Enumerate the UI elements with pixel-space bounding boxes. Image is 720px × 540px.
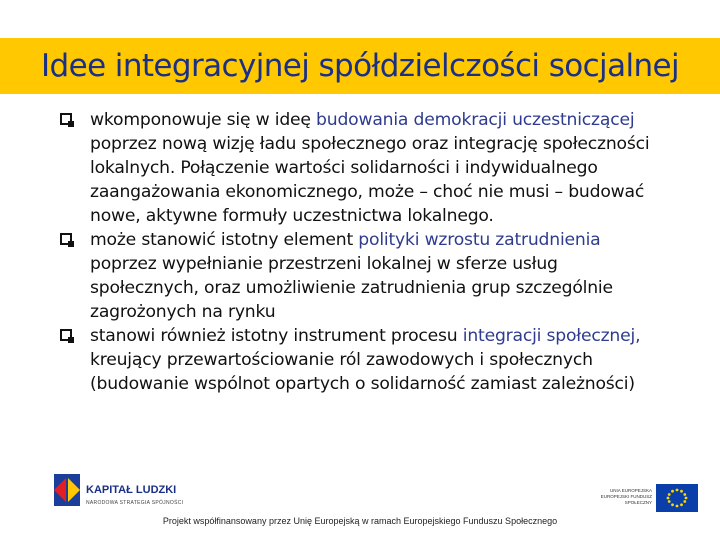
checkbox-bullet-icon: [60, 329, 72, 341]
eu-flag-icon: [656, 484, 698, 512]
bullet-text-pre: stanowi również istotny instrument procesu: [90, 326, 463, 346]
bullet-item: [66, 108, 666, 228]
eu-logo: [600, 484, 700, 514]
bullet-text-pre: może stanowić istotny element: [90, 230, 359, 250]
bullet-item: [66, 324, 666, 396]
bullet-text-post: poprzez wypełnianie przestrzeni lokalnej w sferze usług społecznych, oraz umożliwienie zatrudnienia grup szczególnie zagrożonych na rynku: [90, 254, 613, 322]
bullet-text-highlight: integracji społecznej,: [462, 326, 641, 346]
slide-title: Idee integracyjnej spółdzielczości socjalnej: [40, 48, 680, 84]
eu-logo-text: UNIA EUROPEJSKA EUROPEJSKI FUNDUSZ SPOŁECZNY: [600, 488, 652, 505]
bullet-text-highlight: budowania demokracji uczestniczącej: [316, 110, 635, 130]
bullet-list: [66, 108, 666, 396]
title-bar: [0, 38, 720, 94]
kapital-ludzki-subtitle: NARODOWA STRATEGIA SPÓJNOŚCI: [86, 500, 184, 506]
bullet-text-highlight: polityki wzrostu zatrudnienia: [358, 230, 601, 250]
kapital-ludzki-title: KAPITAŁ LUDZKI: [86, 484, 177, 496]
bullet-item: [66, 228, 666, 324]
kapital-ludzki-emblem-icon: [50, 470, 84, 510]
checkbox-bullet-icon: [60, 113, 72, 125]
bullet-text-post: kreujący przewartościowanie ról zawodowych i społecznych (budowanie wspólnot opartych o solidarność zamiast zależności): [90, 350, 635, 394]
checkbox-bullet-icon: [60, 233, 72, 245]
bullet-text-pre: wkomponowuje się w ideę: [90, 110, 317, 130]
footer-note: Projekt współfinansowany przez Unię Europejską w ramach Europejskiego Funduszu Społecznego: [162, 516, 558, 526]
bullet-text-post: poprzez nową wizję ładu społecznego oraz integrację społeczności lokalnych. Połączenie wartości solidarności i indywidualnego zaangażowania ekonomicznego, może – choć nie musi – budować nowe, aktywne formuły uczestnictwa lokalnego.: [90, 134, 650, 226]
kapital-ludzki-logo: [50, 470, 240, 518]
